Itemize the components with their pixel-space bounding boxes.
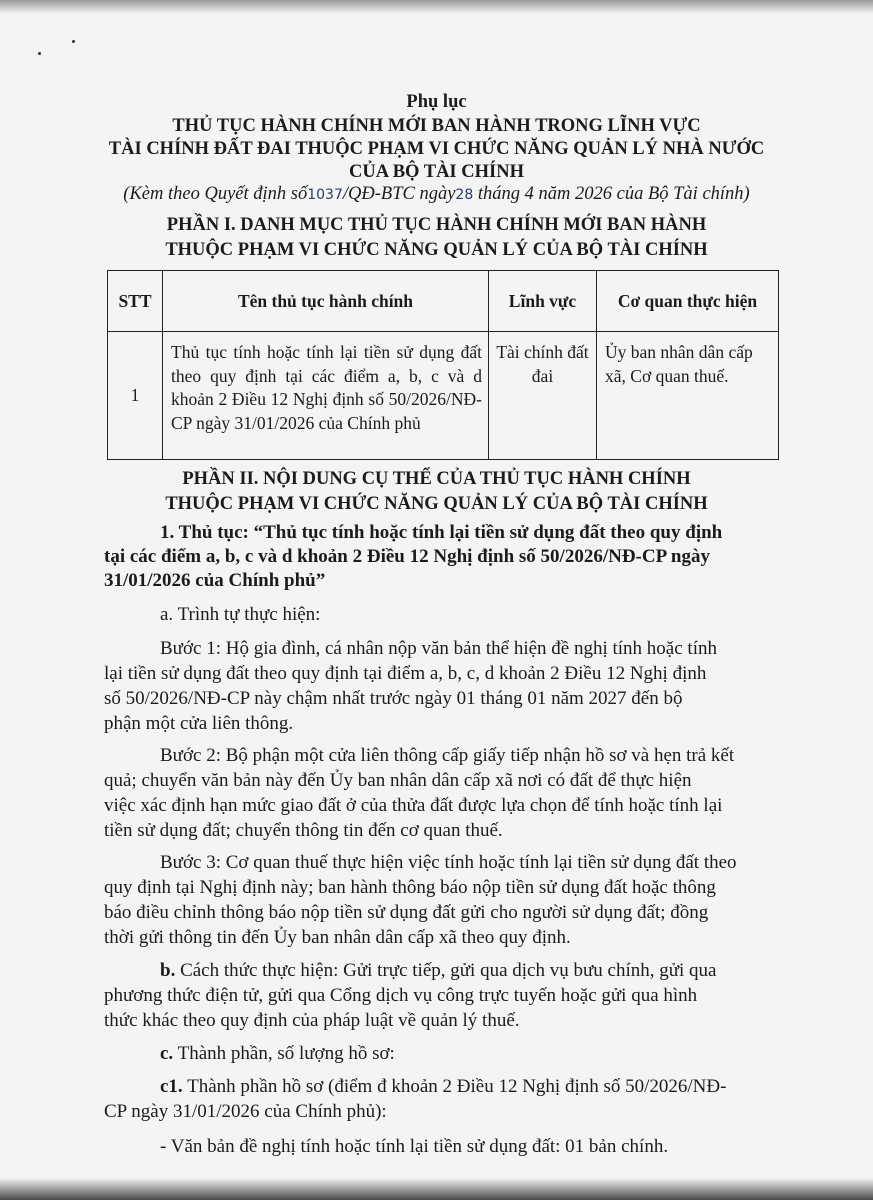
col-header-stt: STT [108,271,163,332]
section-c1-line2: CP ngày 31/01/2026 của Chính phủ): [104,1101,387,1122]
section-a-label: a. [160,604,174,625]
procedure-title-line2: tại các điểm a, b, c và d khoản 2 Điều 12 Nghị định số 50/2026/NĐ-CP ngày [104,546,710,567]
step1-line2: lại tiền sử dụng đất theo quy định tại điểm a, b, c, d khoản 2 Điều 12 Nghị định [104,663,707,684]
scan-speck [72,40,75,43]
subtitle-part2: /QĐ-BTC ngày [342,184,456,204]
step1-line3: số 50/2026/NĐ-CP này chậm nhất trước ngày 01 tháng 01 năm 2027 đến bộ [104,688,683,709]
part2-heading-line1: PHẦN II. NỘI DUNG CỤ THỂ CỦA THỦ TỤC HÀNH CHÍNH [182,469,691,489]
section-c-text: Thành phần, số lượng hồ sơ: [173,1043,395,1064]
step3-line2: quy định tại Nghị định này; ban hành thông báo nộp tiền sử dụng đất hoặc thông [104,877,716,898]
table-header-row [108,271,779,332]
step3-line3: báo điều chỉnh thông báo nộp tiền sử dụng đất gửi cho người sử dụng đất; đồng [104,902,709,923]
step2-line2: quả; chuyển văn bản này đến Ủy ban nhân dân cấp xã nơi có đất để thực hiện [104,770,692,791]
step1-line4: phận một cửa liên thông. [104,713,294,734]
section-b-line1 [160,960,717,982]
decision-number-handwritten: 1037 [307,187,343,203]
scan-shadow-bottom [0,1178,873,1200]
col-header-field: Lĩnh vực [489,271,597,332]
section-c1-text: Thành phần hồ sơ (điểm đ khoản 2 Điều 12 Nghị định số 50/2026/NĐ- [182,1076,727,1097]
scan-shadow-top [0,0,873,14]
cell-agency: Ủy ban nhân dân cấp xã, Cơ quan thuế. [597,332,779,460]
procedure-title-line3: 31/01/2026 của Chính phủ” [104,570,326,591]
cell-field: Tài chính đất đai [489,332,597,460]
step1-line1: Bước 1: Hộ gia đình, cá nhân nộp văn bản thể hiện đề nghị tính hoặc tính [160,638,717,659]
step3-line4: thời gửi thông tin đến Ủy ban nhân dân cấp xã theo quy định. [104,927,571,948]
scan-speck [38,52,41,55]
section-b-text: Cách thức thực hiện: Gửi trực tiếp, gửi qua dịch vụ bưu chính, gửi qua [175,960,717,981]
procedure-table [107,270,779,460]
section-c1-line1 [160,1076,726,1098]
subtitle-part1: (Kèm theo Quyết định số [123,184,308,204]
col-header-name: Tên thủ tục hành chính [163,271,489,332]
subtitle-part3: tháng 4 năm 2026 của Bộ Tài chính) [473,184,750,204]
doc-subtitle [0,184,873,205]
part2-heading-line2: THUỘC PHẠM VI CHỨC NĂNG QUẢN LÝ CỦA BỘ TÀI CHÍNH [165,494,708,514]
section-c1-label: c1. [160,1076,183,1097]
step2-line1: Bước 2: Bộ phận một cửa liên thông cấp giấy tiếp nhận hồ sơ và hẹn trả kết [160,745,735,766]
section-b-line3: thức khác theo quy định của pháp luật về quản lý thuế. [104,1010,520,1031]
doc-title-line3: CỦA BỘ TÀI CHÍNH [349,162,524,182]
part1-heading-line2: THUỘC PHẠM VI CHỨC NĂNG QUẢN LÝ CỦA BỘ TÀI CHÍNH [165,240,708,260]
list-item: - Văn bản đề nghị tính hoặc tính lại tiền sử dụng đất: 01 bản chính. [160,1136,669,1157]
section-b-line2: phương thức điện tử, gửi qua Cổng dịch vụ công trực tuyến hoặc gửi qua hình [104,985,698,1006]
doc-title-line2: TÀI CHÍNH ĐẤT ĐAI THUỘC PHẠM VI CHỨC NĂNG QUẢN LÝ NHÀ NƯỚC [108,139,765,159]
appendix-title: Phụ lục [406,92,467,112]
cell-procedure-name: Thủ tục tính hoặc tính lại tiền sử dụng đất theo quy định tại các điểm a, b, c và d khoản 2 Điều 12 Nghị định số 50/2026/NĐ-CP ngày 31/01/2026 của Chính phủ [163,332,489,460]
decision-day-handwritten: 28 [455,187,474,203]
step2-line4: tiền sử dụng đất; chuyển thông tin đến cơ quan thuế. [104,820,503,841]
section-a-text: Trình tự thực hiện: [173,604,321,625]
table-row [108,332,779,460]
step2-line3: việc xác định hạn mức giao đất ở của thửa đất được lựa chọn để tính hoặc tính lại [104,795,723,816]
doc-title-line1: THỦ TỤC HÀNH CHÍNH MỚI BAN HÀNH TRONG LĨNH VỰC [172,116,701,136]
procedure-title-line1: 1. Thủ tục: “Thủ tục tính hoặc tính lại tiền sử dụng đất theo quy định [160,522,723,543]
cell-stt: 1 [108,332,163,460]
section-c-heading [160,1043,395,1065]
section-b-label: b. [160,960,176,981]
section-c-label: c. [160,1043,174,1064]
col-header-agency: Cơ quan thực hiện [597,271,779,332]
step3-line1: Bước 3: Cơ quan thuế thực hiện việc tính hoặc tính lại tiền sử dụng đất theo [160,852,737,873]
part1-heading-line1: PHẦN I. DANH MỤC THỦ TỤC HÀNH CHÍNH MỚI BAN HÀNH [166,215,707,235]
section-a-heading [160,604,320,626]
